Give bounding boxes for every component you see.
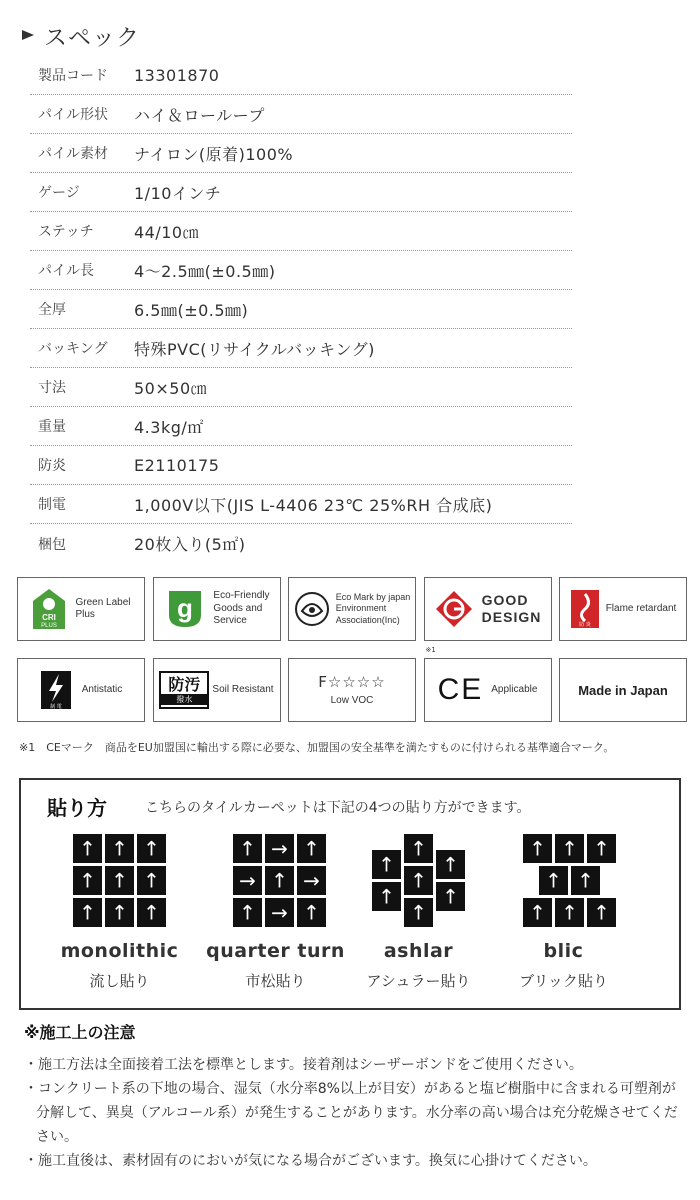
soil-resistant-logo xyxy=(159,671,209,709)
eco-friendly-line-1: Eco-Friendly xyxy=(213,590,270,602)
spec-value: 1/10インチ xyxy=(134,183,222,203)
eco-friendly-line-2: Goods and xyxy=(213,602,263,614)
spec-row xyxy=(30,407,572,446)
spec-label: パイル形状 xyxy=(38,107,108,123)
tile-arrow-up xyxy=(404,834,433,863)
pattern-subtitle: ブリック貼り xyxy=(519,972,608,990)
flame-retardant-logo-icon xyxy=(570,589,600,629)
pattern-subtitle: 市松貼り xyxy=(245,972,306,990)
spec-value: 特殊PVC(リサイクルバッキング) xyxy=(134,339,375,359)
eco-friendly-badge xyxy=(153,577,281,641)
good-design-badge xyxy=(424,577,552,641)
spec-row xyxy=(30,524,572,563)
svg-text:↑: ↑ xyxy=(143,836,160,861)
tile-arrow-up xyxy=(587,898,616,927)
low-voc-label: Low VOC xyxy=(330,694,374,706)
green-label-badge xyxy=(17,577,145,641)
svg-text:↑: ↑ xyxy=(577,868,594,893)
tile-arrow-up xyxy=(555,898,584,927)
spec-value: 50×50㎝ xyxy=(134,378,208,398)
tile-arrow-up xyxy=(539,866,568,895)
triangle-bullet-icon xyxy=(22,30,34,40)
spec-label: 梱包 xyxy=(38,536,66,553)
pattern-blic xyxy=(481,834,646,1004)
eco-friendly-logo-letter: g xyxy=(177,593,194,623)
green-label-logo-icon xyxy=(31,587,67,631)
svg-text:↑: ↑ xyxy=(79,868,96,893)
tile-arrow-up xyxy=(372,882,401,911)
spec-value: ナイロン(原着)100% xyxy=(134,144,294,164)
pattern-monolithic xyxy=(37,834,202,1004)
spec-label: ゲージ xyxy=(38,185,80,201)
pattern-name: quarter turn xyxy=(206,940,345,962)
green-label-logo-sub: PLUS xyxy=(41,623,58,629)
soil-resistant-label: Soil Resistant xyxy=(212,683,274,695)
notes-title: ※施工上の注意 xyxy=(24,1023,136,1042)
low-voc-mark: F☆☆☆☆ xyxy=(318,672,386,691)
svg-text:↑: ↑ xyxy=(143,900,160,925)
tile-arrow-up xyxy=(137,866,166,895)
spec-row xyxy=(30,446,572,485)
spec-header xyxy=(22,18,140,52)
spec-label: パイル素材 xyxy=(38,146,108,162)
certification-badges-row-1 xyxy=(17,577,687,641)
monolithic-tile-grid xyxy=(37,834,202,934)
spec-row xyxy=(30,134,572,173)
spec-value: 6.5㎜(±0.5㎜) xyxy=(134,300,249,320)
eco-mark-badge xyxy=(288,577,416,641)
eco-mark-text xyxy=(336,592,411,626)
eco-mark-line-3: Association(Inc) xyxy=(335,614,400,625)
svg-text:↑: ↑ xyxy=(239,836,256,861)
spec-label: 重量 xyxy=(38,419,66,435)
green-label-logo-text: CRI xyxy=(42,613,57,622)
tile-arrow-up xyxy=(523,898,552,927)
good-design-line-1: GOOD xyxy=(481,592,529,609)
spec-label: 寸法 xyxy=(38,380,66,396)
tile-arrow-up xyxy=(73,898,102,927)
certification-badges-row-2 xyxy=(17,646,687,722)
tile-arrow-up xyxy=(436,850,465,879)
tile-arrow-up xyxy=(555,834,584,863)
tile-arrow-up xyxy=(105,898,134,927)
svg-text:→: → xyxy=(271,836,288,861)
eco-mark-line-2: Environment xyxy=(335,603,387,614)
spec-value: 44/10㎝ xyxy=(134,222,200,242)
svg-text:→: → xyxy=(271,900,288,925)
spec-row xyxy=(30,290,572,329)
svg-text:↑: ↑ xyxy=(111,836,128,861)
spec-title: スペック xyxy=(44,24,140,51)
spec-row xyxy=(30,251,572,290)
tile-arrow-up xyxy=(233,834,262,863)
svg-text:↑: ↑ xyxy=(111,900,128,925)
svg-text:↑: ↑ xyxy=(378,852,395,877)
spec-row xyxy=(30,173,572,212)
spec-value: 1,000V以下(JIS L-4406 23℃ 25%RH 合成底) xyxy=(134,495,493,515)
svg-text:↑: ↑ xyxy=(529,836,546,861)
tile-arrow-up xyxy=(137,834,166,863)
good-design-line-2: DESIGN xyxy=(481,609,542,625)
ce-badge xyxy=(424,646,552,722)
note-item: ・施工方法は全面接着工法を標準とします。接着剤はシーザーボンドをご使用ください。 xyxy=(24,1057,583,1073)
svg-text:↑: ↑ xyxy=(545,868,562,893)
eco-friendly-logo-icon xyxy=(163,587,207,631)
tile-arrow-up xyxy=(571,866,600,895)
flame-retardant-logo-kanji: 防 炎 xyxy=(578,622,591,628)
eco-mark-logo-icon xyxy=(294,591,330,627)
tile-arrow-up xyxy=(523,834,552,863)
method-title: 貼り方 xyxy=(47,796,107,820)
ce-footnote-ref: ※1 xyxy=(425,646,436,654)
tile-arrow-up xyxy=(404,866,433,895)
ce-footnote: ※1 CEマーク 商品をEU加盟国に輸出する際に必要な、加盟国の安全基準を満たすものに付けられる基準適合マーク。 xyxy=(19,741,615,754)
spec-label: パイル長 xyxy=(38,263,94,279)
svg-text:↑: ↑ xyxy=(410,868,427,893)
flame-retardant-label: Flame retardant xyxy=(605,602,677,614)
antistatic-badge xyxy=(17,658,145,722)
soil-resistant-badge xyxy=(153,658,281,722)
tile-arrow-right xyxy=(265,898,294,927)
good-design-text xyxy=(482,592,542,626)
tile-arrow-right xyxy=(297,866,326,895)
pattern-name: blic xyxy=(543,940,584,962)
method-description: こちらのタイルカーペットは下記の4つの貼り方ができます。 xyxy=(145,800,531,816)
spec-label: 制電 xyxy=(38,497,66,513)
svg-text:↑: ↑ xyxy=(410,900,427,925)
pattern-subtitle: アシュラー貼り xyxy=(366,972,471,990)
pattern-name: ashlar xyxy=(383,940,454,962)
spec-row xyxy=(30,329,572,368)
antistatic-logo-icon xyxy=(40,670,72,710)
pattern-name: monolithic xyxy=(60,940,179,962)
tile-arrow-up xyxy=(105,866,134,895)
soil-resistant-kanji-sub: 撥水 xyxy=(161,694,207,705)
svg-text:↑: ↑ xyxy=(79,900,96,925)
flame-retardant-badge xyxy=(559,577,687,641)
svg-text:↑: ↑ xyxy=(239,900,256,925)
tile-arrow-right xyxy=(265,834,294,863)
spec-value: 4〜2.5㎜(±0.5㎜) xyxy=(134,261,276,281)
soil-resistant-kanji-main: 防汚 xyxy=(168,674,201,694)
spec-label: 全厚 xyxy=(38,302,66,318)
eco-friendly-line-3: Service xyxy=(213,615,247,627)
spec-row xyxy=(30,485,572,524)
pattern-ashlar xyxy=(336,834,501,1004)
spec-value: ハイ＆ローループ xyxy=(134,105,265,125)
spec-value: 4.3kg/㎡ xyxy=(134,417,204,437)
spec-table xyxy=(30,56,572,563)
svg-text:↑: ↑ xyxy=(111,868,128,893)
eco-mark-line-1: Eco Mark by japan xyxy=(335,592,411,603)
spec-row xyxy=(30,56,572,95)
svg-text:↑: ↑ xyxy=(593,836,610,861)
low-voc-content xyxy=(318,673,385,708)
tile-arrow-up xyxy=(233,898,262,927)
spec-label: 防炎 xyxy=(38,458,66,474)
green-label-line-1: Green Label xyxy=(75,596,131,608)
tile-arrow-up xyxy=(587,834,616,863)
svg-text:↑: ↑ xyxy=(529,900,546,925)
svg-text:→: → xyxy=(303,868,320,893)
antistatic-logo-kanji: 制 電 xyxy=(49,704,62,710)
svg-text:↑: ↑ xyxy=(143,868,160,893)
spec-row xyxy=(30,212,572,251)
tile-arrow-up xyxy=(436,882,465,911)
spec-value: 13301870 xyxy=(134,65,220,85)
installation-method-box xyxy=(19,778,681,1010)
svg-text:↑: ↑ xyxy=(442,852,459,877)
svg-text:↑: ↑ xyxy=(303,900,320,925)
tile-arrow-up xyxy=(137,898,166,927)
spec-row xyxy=(30,368,572,407)
spec-label: バッキング xyxy=(38,341,108,357)
tile-arrow-up xyxy=(73,834,102,863)
antistatic-label: Antistatic xyxy=(81,683,123,695)
svg-text:→: → xyxy=(239,868,256,893)
low-voc-badge xyxy=(288,658,416,722)
tile-arrow-right xyxy=(233,866,262,895)
note-item: ・コンクリート系の下地の場合、湿気（水分率8%以上が目安）があると塩ビ樹脂中に含まれる可塑剤が分解して、異臭（アルコール系）が発生することがあります。水分率の高い場合は充分乾燥させてください。 xyxy=(24,1081,678,1145)
green-label-text xyxy=(75,597,130,622)
ashlar-tile-grid xyxy=(336,834,501,934)
quarter-turn-tile-grid xyxy=(193,834,358,934)
spec-value: 20枚入り(5㎡) xyxy=(134,535,246,554)
ce-label: Applicable xyxy=(491,683,538,695)
svg-text:↑: ↑ xyxy=(303,836,320,861)
svg-text:↑: ↑ xyxy=(593,900,610,925)
made-in-japan-badge xyxy=(559,658,687,722)
note-item: ・施工直後は、素材固有のにおいが気になる場合がございます。換気に心掛けてください。 xyxy=(24,1153,597,1169)
made-in-japan-label: Made in Japan xyxy=(578,682,668,698)
tile-arrow-up xyxy=(297,834,326,863)
svg-text:↑: ↑ xyxy=(79,836,96,861)
blic-tile-grid xyxy=(481,834,646,934)
tile-arrow-up xyxy=(105,834,134,863)
svg-text:↑: ↑ xyxy=(561,900,578,925)
svg-text:↑: ↑ xyxy=(410,836,427,861)
tile-arrow-up xyxy=(297,898,326,927)
good-design-logo-icon xyxy=(434,589,474,629)
tile-arrow-up xyxy=(265,866,294,895)
pattern-quarter-turn xyxy=(193,834,358,1004)
svg-text:↑: ↑ xyxy=(561,836,578,861)
tile-arrow-up xyxy=(73,866,102,895)
svg-text:↑: ↑ xyxy=(378,884,395,909)
tile-arrow-up xyxy=(404,898,433,927)
spec-label: ステッチ xyxy=(38,224,94,240)
svg-text:↑: ↑ xyxy=(442,884,459,909)
pattern-subtitle: 流し貼り xyxy=(89,972,150,990)
spec-value: E2110175 xyxy=(134,455,220,475)
spec-label: 製品コード xyxy=(38,68,108,84)
green-label-line-2: Plus xyxy=(75,609,95,620)
installation-notes xyxy=(24,1020,684,1173)
eco-friendly-text xyxy=(213,590,269,628)
svg-text:↑: ↑ xyxy=(271,868,288,893)
tile-arrow-up xyxy=(372,850,401,879)
spec-row xyxy=(30,95,572,134)
ce-mark: CE xyxy=(437,673,484,706)
